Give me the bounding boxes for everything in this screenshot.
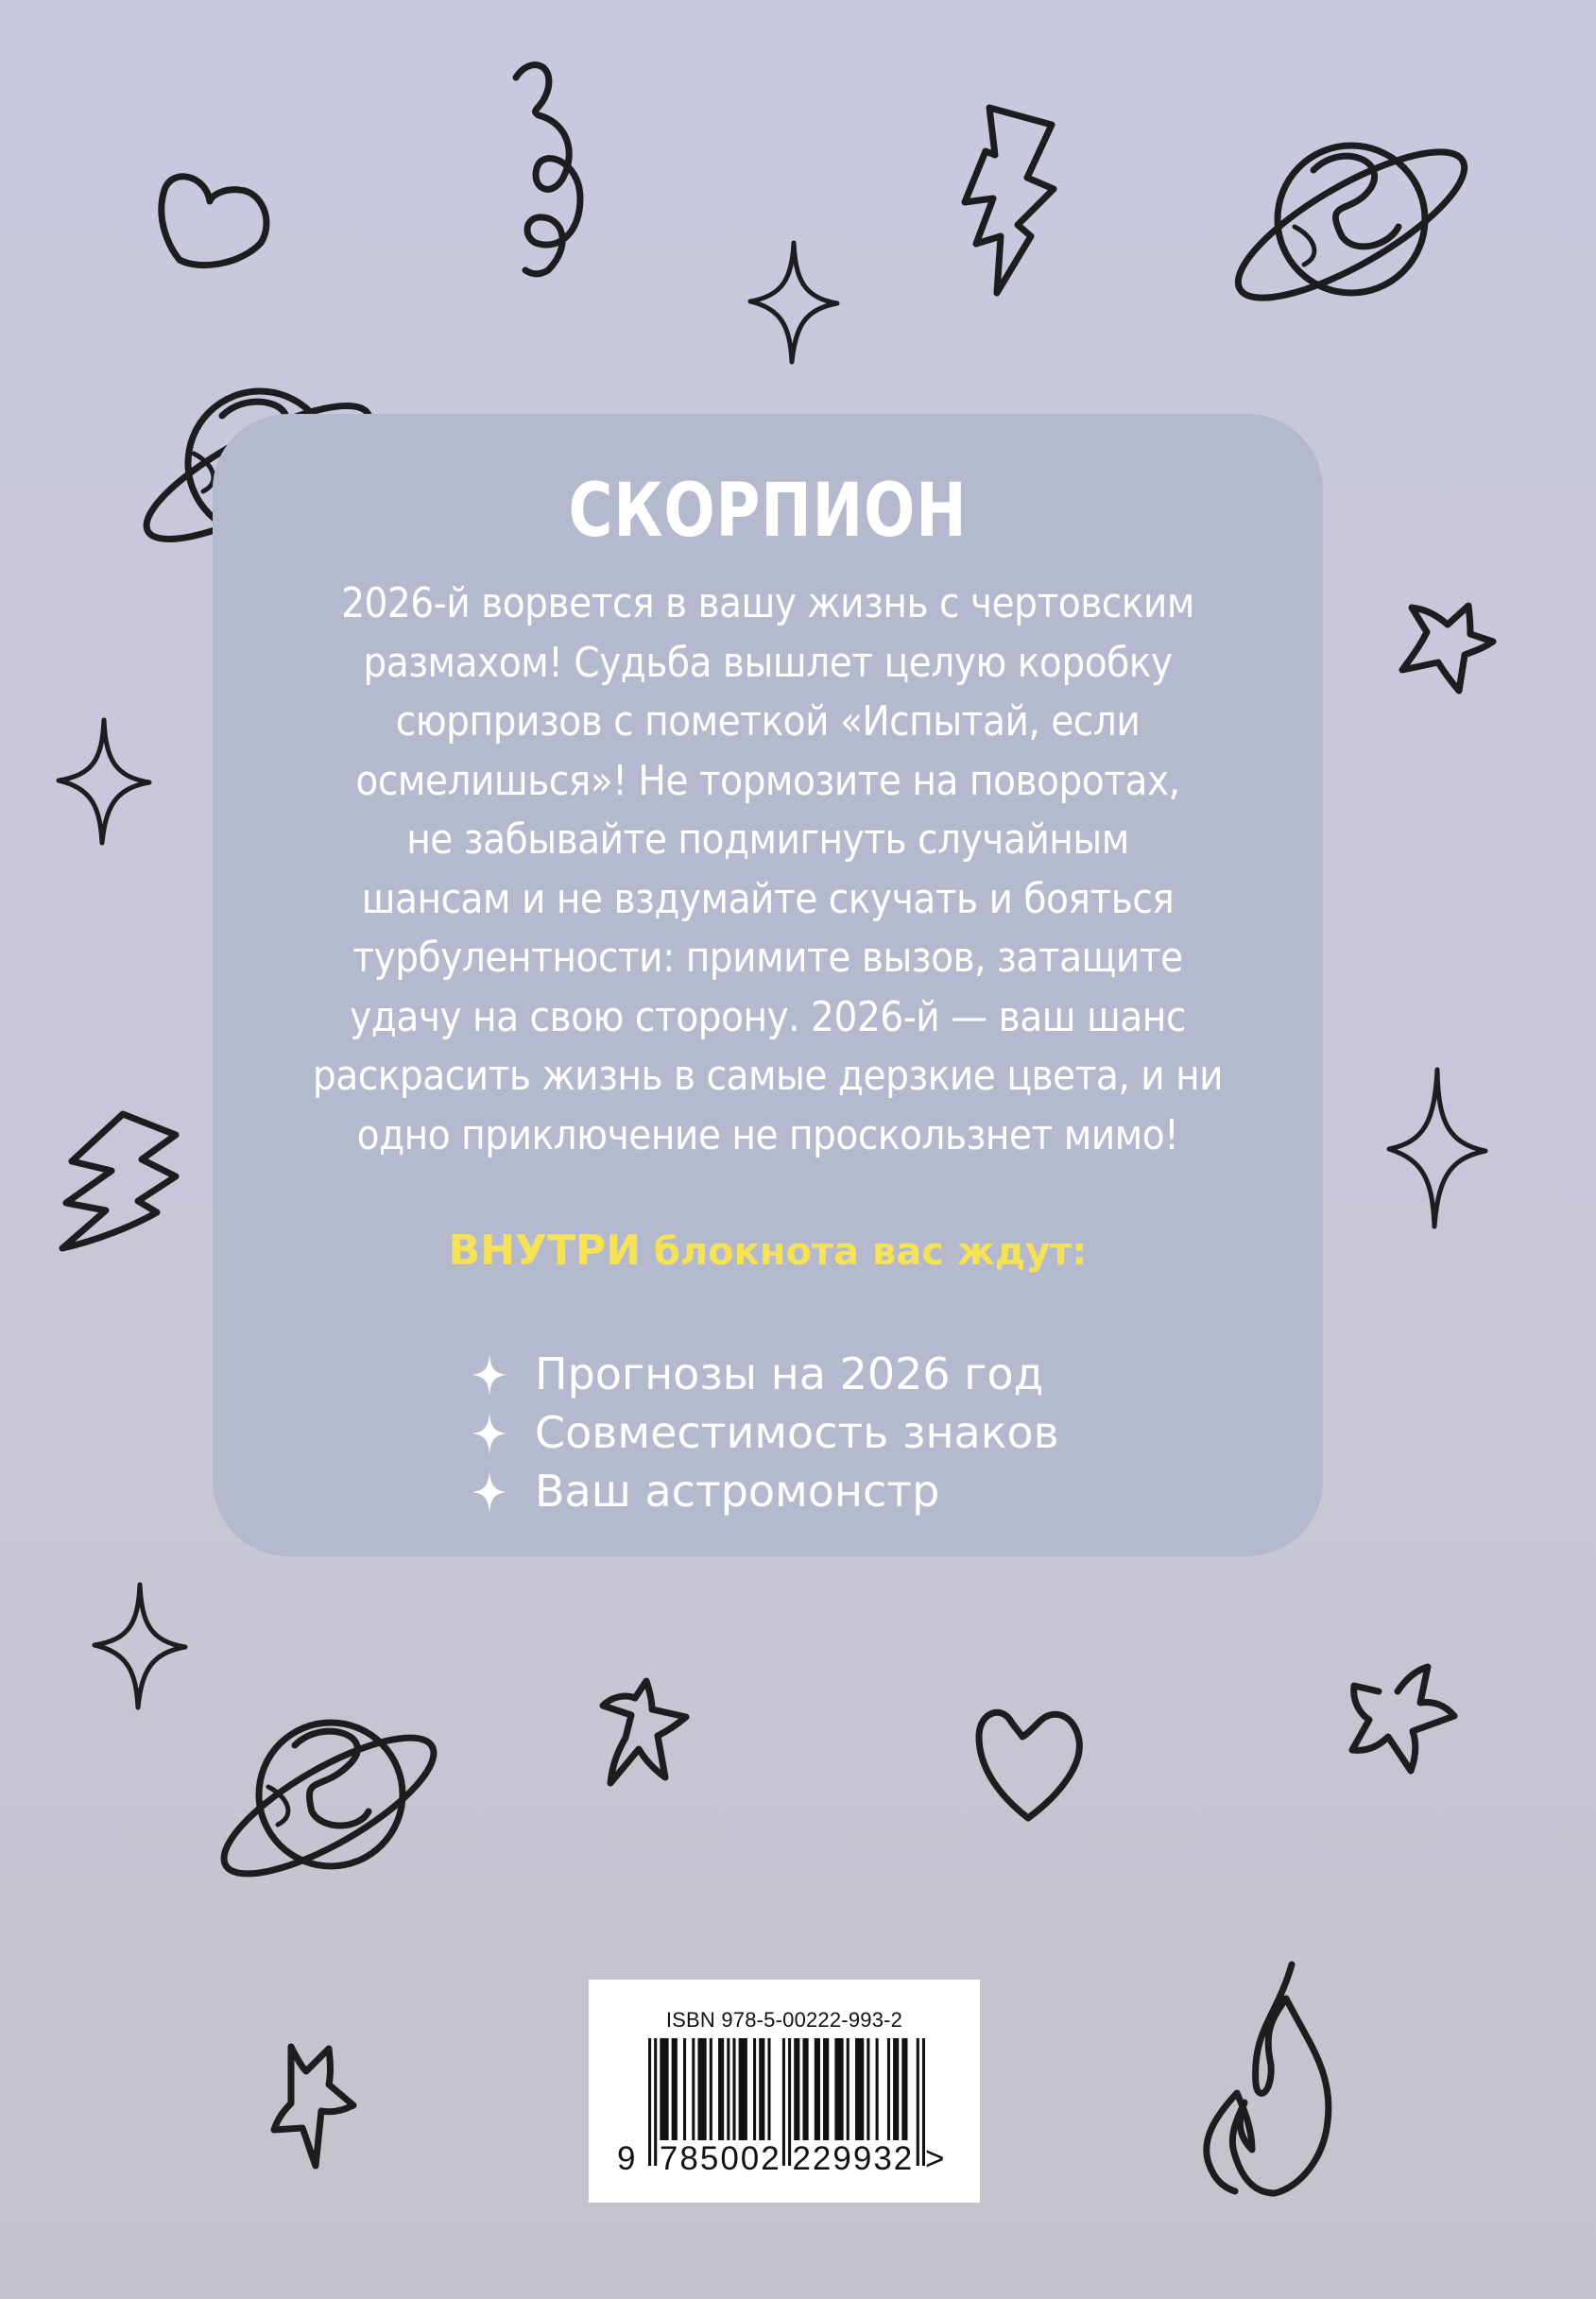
features-list	[472, 1345, 1059, 1520]
description-panel	[213, 414, 1323, 1556]
star-icon	[1399, 600, 1498, 695]
star-icon	[268, 2043, 358, 2170]
sparkle-bullet-icon	[472, 1469, 506, 1513]
description-line: 2026-й ворвется в вашу жизнь с чертовским	[341, 580, 1194, 627]
sparkle-icon	[1385, 1068, 1489, 1228]
barcode-lead-digit: 9	[617, 2140, 638, 2177]
feature-item	[472, 1345, 1059, 1403]
lightning-icon	[959, 104, 1058, 298]
description-line: одно приключение не проскользнет мимо!	[356, 1111, 1179, 1159]
sparkle-bullet-icon	[472, 1411, 506, 1454]
description-line: сюрпризов с пометкой «Испытай, если	[395, 698, 1141, 746]
barcode-digits	[617, 2140, 946, 2178]
inside-heading-rest: блокнота вас ждут:	[641, 1230, 1088, 1274]
isbn-label: ISBN 978-5-00222-993-2	[665, 2008, 903, 2032]
barcode-left-digits: 785002	[659, 2140, 781, 2177]
sparkle-icon	[747, 241, 841, 364]
isbn-barcode	[589, 1980, 980, 2203]
zodiac-title: СКОРПИОН	[568, 469, 968, 554]
heart-icon	[151, 165, 274, 279]
inside-heading-highlight: ВНУТРИ	[448, 1227, 642, 1275]
flame-icon	[1186, 1961, 1342, 2197]
feature-item	[472, 1403, 1059, 1462]
description-line: не забывайте подмигнуть случайным	[406, 816, 1129, 864]
feature-label: Прогнозы на 2026 год	[535, 1348, 1044, 1399]
star-icon	[1348, 1663, 1462, 1776]
planet-icon	[215, 1696, 442, 1904]
barcode-right-digits: 229932	[792, 2140, 915, 2177]
feature-label: Ваш астромонстр	[535, 1466, 940, 1517]
feature-item	[472, 1462, 1059, 1520]
description-line: шансам и не вздумайте скучать и бояться	[361, 875, 1175, 923]
sparkle-bullet-icon	[472, 1352, 506, 1396]
description-line: удачу на свою сторону. 2026-й — ваш шанс	[350, 993, 1186, 1041]
lightning-icon	[59, 1110, 181, 1252]
description-line: осмелишься»! Не тормозите на поворотах,	[355, 757, 1180, 805]
sparkle-icon	[55, 718, 154, 846]
description-line: раскрасить жизнь в самые дерзкие цвета, и ни	[312, 1053, 1224, 1100]
heart-icon	[973, 1701, 1087, 1824]
description-line: размахом! Судьба вышлет целую коробку	[363, 639, 1173, 687]
barcode-marker: >	[924, 2140, 947, 2177]
sparkle-icon	[91, 1583, 190, 1710]
description-text	[250, 575, 1285, 1165]
spiral-icon	[510, 57, 600, 274]
star-icon	[597, 1677, 692, 1791]
feature-label: Совместимость знаков	[535, 1407, 1059, 1458]
description-line: турбулентности: примите вызов, затащите	[352, 935, 1183, 982]
planet-icon	[1228, 113, 1474, 331]
inside-heading	[213, 1227, 1323, 1275]
